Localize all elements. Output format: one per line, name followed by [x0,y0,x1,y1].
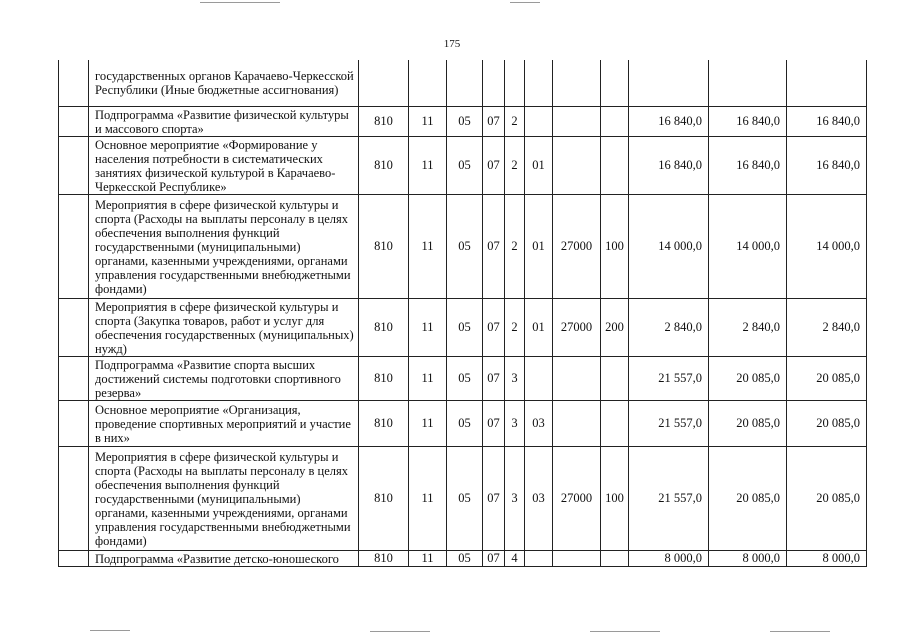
code-razdel: 11 [409,136,447,194]
amount-year-1: 2 840,0 [629,298,709,356]
amount-year-3: 16 840,0 [787,106,867,136]
code-podrazdel: 05 [447,136,483,194]
code-razdel: 11 [409,356,447,400]
amount-year-1 [629,60,709,106]
code-expense-type [601,106,629,136]
amount-year-3: 2 840,0 [787,298,867,356]
code-expense-type [601,400,629,446]
amount-year-2: 20 085,0 [709,356,787,400]
code-subprogram: 3 [505,356,525,400]
budget-table [58,60,867,567]
row-indent-cell [59,400,89,446]
row-name: Основное мероприятие «Организация, проведение спортивных мероприятий и участие в них» [89,400,359,446]
code-podrazdel: 05 [447,194,483,298]
code-subprogram: 2 [505,136,525,194]
code-glav: 810 [359,550,409,566]
code-main-event: 01 [525,194,553,298]
code-glav: 810 [359,194,409,298]
code-subprogram: 4 [505,550,525,566]
amount-year-1: 21 557,0 [629,356,709,400]
code-subprogram: 2 [505,298,525,356]
code-expense-type [601,356,629,400]
scan-artifact-bottom [90,630,130,631]
code-main-event [525,356,553,400]
amount-year-3: 20 085,0 [787,400,867,446]
code-expense-type [601,550,629,566]
row-name: Подпрограмма «Развитие физической культуры и массового спорта» [89,106,359,136]
amount-year-2: 8 000,0 [709,550,787,566]
amount-year-1: 16 840,0 [629,106,709,136]
table-row [59,446,867,550]
code-program: 07 [483,550,505,566]
code-podrazdel: 05 [447,446,483,550]
table-row [59,400,867,446]
code-direction [553,400,601,446]
code-direction: 27000 [553,194,601,298]
code-razdel: 11 [409,446,447,550]
code-direction: 27000 [553,446,601,550]
amount-year-3: 14 000,0 [787,194,867,298]
code-main-event: 03 [525,400,553,446]
code-glav [359,60,409,106]
scan-artifact-top [510,2,540,3]
code-main-event: 01 [525,298,553,356]
code-program: 07 [483,194,505,298]
page-number: 175 [443,38,461,50]
table-row [59,356,867,400]
code-podrazdel: 05 [447,298,483,356]
amount-year-3: 20 085,0 [787,446,867,550]
amount-year-3: 20 085,0 [787,356,867,400]
table-row [59,106,867,136]
row-name: Подпрограмма «Развитие детско-юношеского [89,550,359,566]
amount-year-1: 14 000,0 [629,194,709,298]
amount-year-2: 16 840,0 [709,106,787,136]
code-subprogram: 3 [505,446,525,550]
amount-year-2: 14 000,0 [709,194,787,298]
row-indent-cell [59,60,89,106]
code-razdel: 11 [409,550,447,566]
scan-artifact-bottom [370,631,430,632]
code-glav: 810 [359,136,409,194]
code-glav: 810 [359,356,409,400]
code-main-event [525,106,553,136]
code-glav: 810 [359,106,409,136]
code-razdel: 11 [409,400,447,446]
amount-year-1: 21 557,0 [629,446,709,550]
code-direction [553,106,601,136]
row-indent-cell [59,106,89,136]
amount-year-1: 8 000,0 [629,550,709,566]
amount-year-3: 16 840,0 [787,136,867,194]
row-name: государственных органов Карачаево-Черкесской Республики (Иные бюджетные ассигнования) [89,60,359,106]
code-program [483,60,505,106]
code-main-event: 03 [525,446,553,550]
row-indent-cell [59,136,89,194]
amount-year-2 [709,60,787,106]
code-razdel: 11 [409,298,447,356]
code-razdel: 11 [409,194,447,298]
amount-year-2: 20 085,0 [709,400,787,446]
code-podrazdel [447,60,483,106]
amount-year-3: 8 000,0 [787,550,867,566]
row-indent-cell [59,446,89,550]
code-program: 07 [483,106,505,136]
table-row [59,136,867,194]
code-main-event [525,60,553,106]
code-direction [553,356,601,400]
amount-year-2: 20 085,0 [709,446,787,550]
code-expense-type [601,136,629,194]
code-glav: 810 [359,298,409,356]
row-name: Подпрограмма «Развитие спорта высших достижений системы подготовки спортивного резерва» [89,356,359,400]
row-indent-cell [59,298,89,356]
row-name: Основное мероприятие «Формирование у населения потребности в систематических занятиях физической культурой в Карачаево-Черкесской Республике» [89,136,359,194]
code-expense-type [601,60,629,106]
code-subprogram: 2 [505,194,525,298]
code-program: 07 [483,298,505,356]
code-main-event: 01 [525,136,553,194]
code-subprogram: 2 [505,106,525,136]
amount-year-1: 16 840,0 [629,136,709,194]
table-row [59,550,867,566]
code-program: 07 [483,356,505,400]
code-podrazdel: 05 [447,356,483,400]
scan-artifact-bottom [770,631,830,632]
code-main-event [525,550,553,566]
row-indent-cell [59,194,89,298]
code-direction: 27000 [553,298,601,356]
row-indent-cell [59,356,89,400]
code-program: 07 [483,136,505,194]
scan-artifact-top [200,2,280,3]
table-row [59,60,867,106]
code-program: 07 [483,446,505,550]
amount-year-2: 16 840,0 [709,136,787,194]
amount-year-1: 21 557,0 [629,400,709,446]
code-program: 07 [483,400,505,446]
code-expense-type: 100 [601,446,629,550]
code-direction [553,136,601,194]
code-expense-type: 200 [601,298,629,356]
row-name: Мероприятия в сфере физической культуры и спорта (Расходы на выплаты персоналу в целях обеспечения выполнения функций государственными (муниципальными) органами, казенными учреждениями, органами управления государственными внебюджетными фондами) [89,446,359,550]
code-podrazdel: 05 [447,550,483,566]
row-name: Мероприятия в сфере физической культуры и спорта (Расходы на выплаты персоналу в целях обеспечения выполнения функций государственными (муниципальными) органами, казенными учреждениями, органами управления государственными внебюджетными фондами) [89,194,359,298]
code-podrazdel: 05 [447,106,483,136]
code-razdel: 11 [409,106,447,136]
table-row [59,298,867,356]
row-indent-cell [59,550,89,566]
code-podrazdel: 05 [447,400,483,446]
code-subprogram: 3 [505,400,525,446]
amount-year-3 [787,60,867,106]
scan-artifact-bottom [590,631,660,632]
code-direction [553,60,601,106]
code-glav: 810 [359,400,409,446]
amount-year-2: 2 840,0 [709,298,787,356]
table-row [59,194,867,298]
code-glav: 810 [359,446,409,550]
row-name: Мероприятия в сфере физической культуры и спорта (Закупка товаров, работ и услуг для обеспечения государственных (муниципальных) нужд) [89,298,359,356]
code-subprogram [505,60,525,106]
code-direction [553,550,601,566]
code-expense-type: 100 [601,194,629,298]
code-razdel [409,60,447,106]
